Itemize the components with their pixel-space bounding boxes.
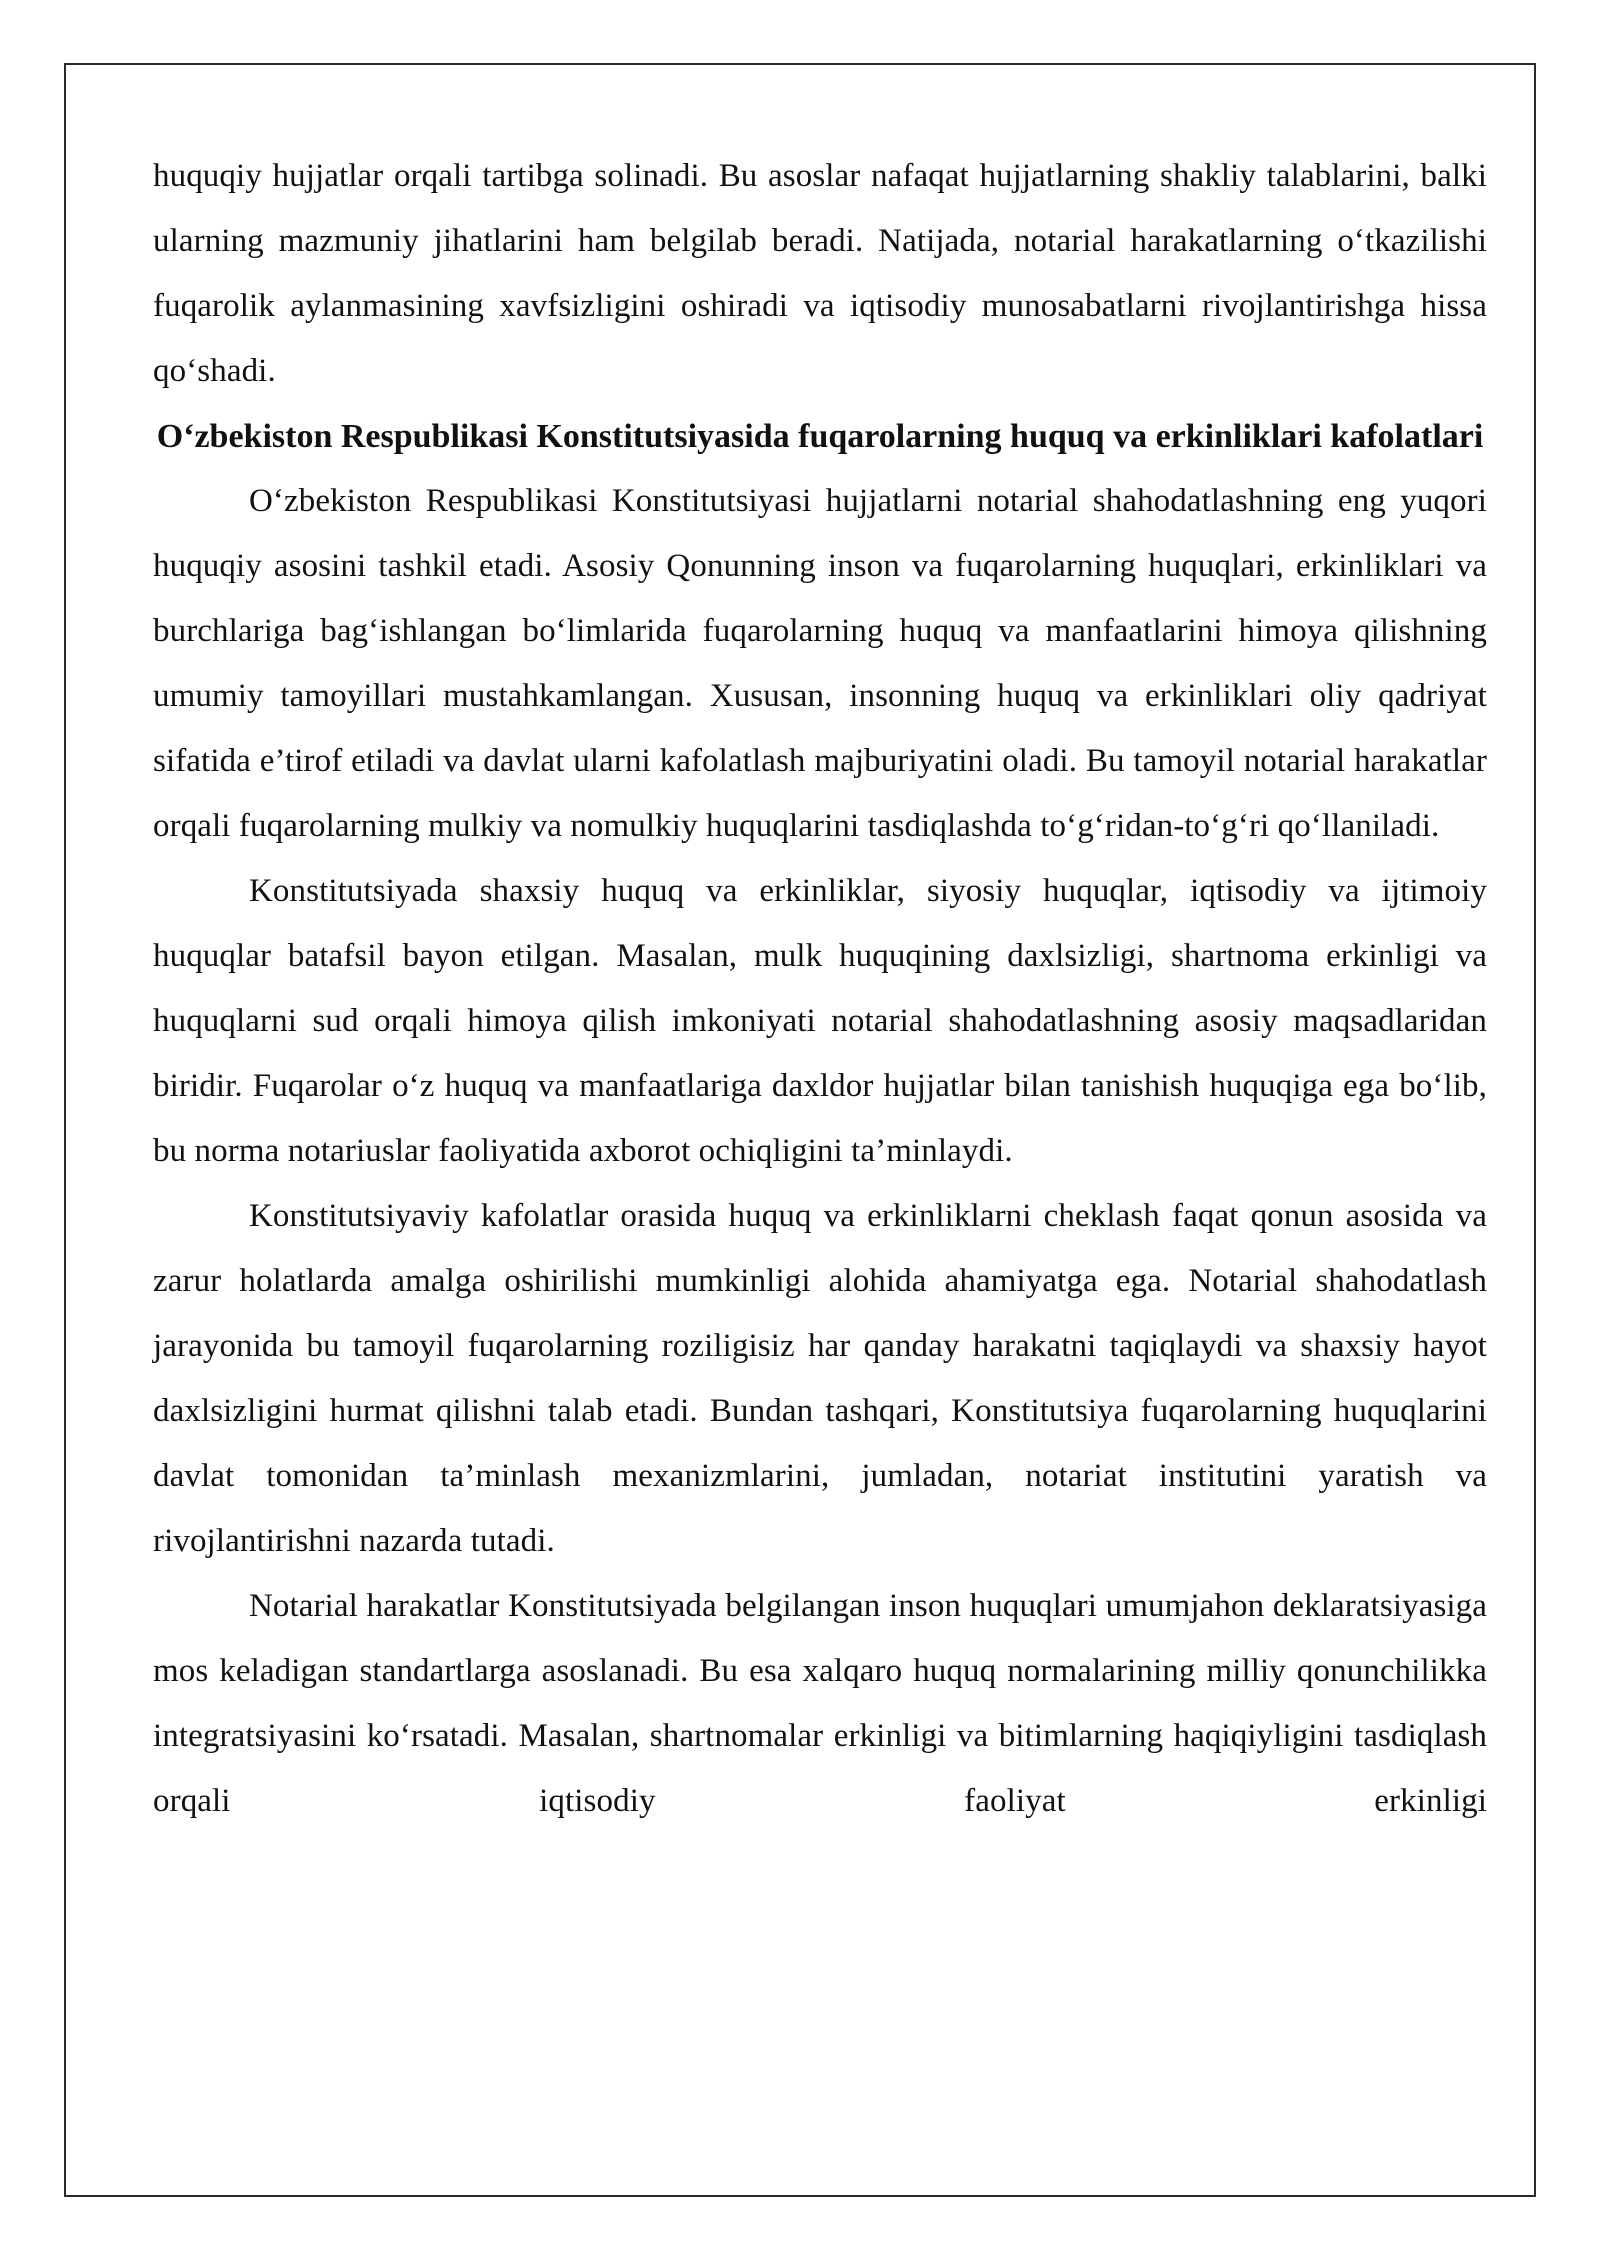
document-body [153,144,1487,1834]
paragraph-rights-categories: Konstitutsiyada shaxsiy huquq va erkinliklar, siyosiy huquqlar, iqtisodiy va ijtimoiy huquqlar batafsil bayon etilgan. Masalan, mulk huquqining daxlsizligi, shartnoma erkinligi va huquqlarni sud orqali himoya qilish imkoniyati notarial shahodatlashning asosiy maqsadlaridan biridir. Fuqarolar o‘z huquq va manfaatlariga daxldor hujjatlar bilan tanishish huquqiga ega bo‘lib, bu norma notariuslar faoliyatida axborot ochiqligini ta’minlaydi. [153,873,1487,1169]
paragraph-constitution-basis: O‘zbekiston Respublikasi Konstitutsiyasi hujjatlarni notarial shahodatlashning eng yuqori huquqiy asosini tashkil etadi. Asosiy Qonunning inson va fuqarolarning huquqlari, erkinliklari va burchlariga bag‘ishlangan bo‘limlarida fuqarolarning huquq va manfaatlarini himoya qilishning umumiy tamoyillari mustahkamlangan. Xususan, insonning huquq va erkinliklari oliy qadriyat sifatida e’tirof etiladi va davlat ularni kafolatlash majburiyatini oladi. Bu tamoyil notarial harakatlar orqali fuqarolarning mulkiy va nomulkiy huquqlarini tasdiqlashda to‘g‘ridan-to‘g‘ri qo‘llaniladi. [153,483,1487,844]
paragraph-constitutional-guarantees: Konstitutsiyaviy kafolatlar orasida huquq va erkinliklarni cheklash faqat qonun asosida va zarur holatlarda amalga oshirilishi mumkinligi alohida ahamiyatga ega. Notarial shahodatlash jarayonida bu tamoyil fuqarolarning roziligisiz har qanday harakatni taqiqlaydi va shaxsiy hayot daxlsizligini hurmat qilishni talab etadi. Bundan tashqari, Konstitutsiya fuqarolarning huquqlarini davlat tomonidan ta’minlash mexanizmlarini, jumladan, notariat institutini yaratish va rivojlantirishni nazarda tutadi. [153,1198,1487,1559]
section-heading: O‘zbekiston Respublikasi Konstitutsiyasida fuqarolarning huquq va erkinliklari kafolatlari [156,418,1484,455]
paragraph-intro-continuation: huquqiy hujjatlar orqali tartibga solinadi. Bu asoslar nafaqat hujjatlarning shakliy talablarini, balki ularning mazmuniy jihatlarini ham belgilab beradi. Natijada, notarial harakatlarning o‘tkazilishi fuqarolik aylanmasining xavfsizligini oshiradi va iqtisodiy munosabatlarni rivojlantirishga hissa qo‘shadi. [153,158,1487,389]
paragraph-international-standards: Notarial harakatlar Konstitutsiyada belgilangan inson huquqlari umumjahon deklaratsiyasiga mos keladigan standartlarga asoslanadi. Bu esa xalqaro huquq normalarining milliy qonunchilikka integratsiyasini ko‘rsatadi. Masalan, shartnomalar erkinligi va bitimlarning haqiqiyligini tasdiqlash orqali iqtisodiy faoliyat erkinligi [153,1588,1487,1819]
